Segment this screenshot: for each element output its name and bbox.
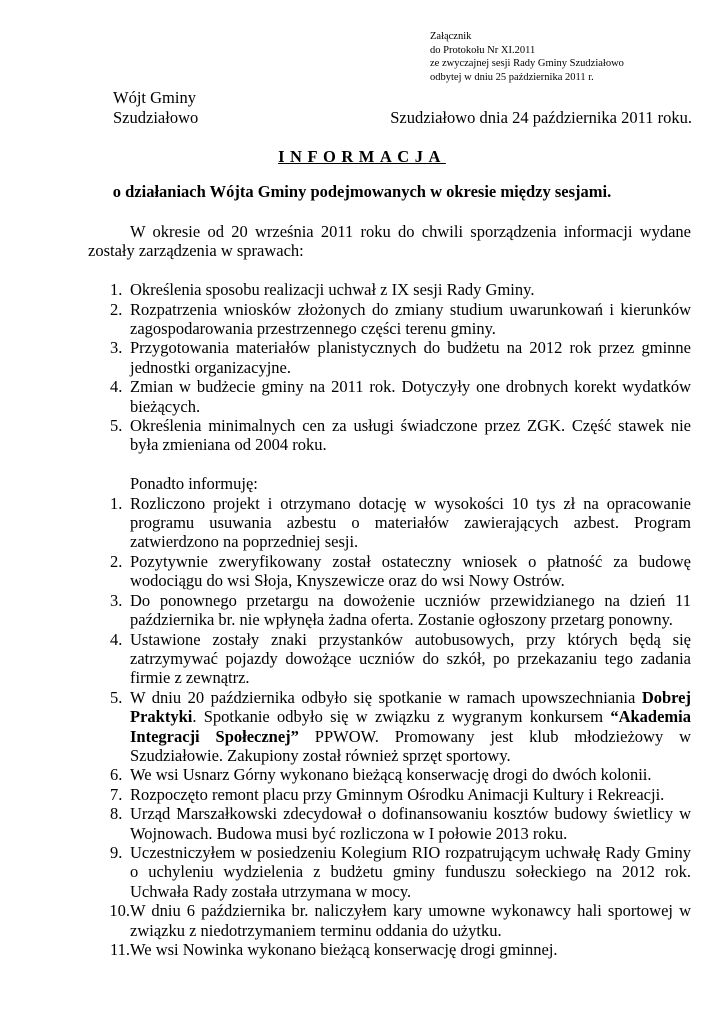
list-item <box>88 940 691 959</box>
item-number: 10. <box>109 901 130 921</box>
item-text: Rozpatrzenia wniosków złożonych do zmiany studium uwarunkowań i kierunków zagospodarowania przestrzennego części terenu gminy. <box>130 299 691 339</box>
list-item <box>88 494 691 552</box>
author-place: Szudziałowo <box>113 108 199 127</box>
attachment-line: do Protokołu Nr XI.2011 <box>430 44 536 56</box>
list-item <box>88 300 691 339</box>
item-text: Rozliczono projekt i otrzymano dotację w wysokości 10 tys zł na opracowanie programu usuwania azbestu o materiałów zawierających azbest. Program zatwierdzono na poprzedniej sesji. <box>130 493 691 552</box>
item-number: 4. <box>110 629 123 649</box>
item-number: 3. <box>110 338 123 358</box>
item-text: We wsi Usnarz Górny wykonano bieżącą konserwację drogi do dwóch kolonii. <box>130 765 652 785</box>
list-item <box>88 416 691 455</box>
item-text: Rozpoczęto remont placu przy Gminnym Ośrodku Animacji Kultury i Rekreacji. <box>130 784 665 804</box>
item-text <box>130 688 691 766</box>
document-body <box>88 222 691 959</box>
item-text: Uczestniczyłem w posiedzeniu Kolegium RIO rozpatrującym uchwałę Rady Gminy o uchyleniu wydzielenia z budżetu gminy funduszu sołeckiego na 2012 rok. Uchwała Rady została utrzymana w mocy. <box>130 842 691 901</box>
item-number: 5. <box>110 687 123 707</box>
list-item <box>88 765 691 784</box>
item-bold-part: “Akademia Integracji Społecznej” <box>130 707 691 746</box>
item-text: Określenia sposobu realizacji uchwał z IX sesji Rady Gminy. <box>130 280 535 300</box>
item-text: Przygotowania materiałów planistycznych do budżetu na 2012 rok przez gminne jednostki organizacyjne. <box>130 338 691 377</box>
item-text: Do ponownego przetargu na dowożenie uczniów przewidzianego na dzień 11 października br. nie wpłynęła żadna oferta. Zostanie ogłoszony przetarg ponowny. <box>130 590 691 630</box>
author-block <box>113 88 198 128</box>
item-number: 2. <box>110 299 123 319</box>
item-text: Zmian w budżecie gminy na 2011 rok. Dotyczyły one drobnych korekt wydatków bieżących. <box>130 377 691 416</box>
attachment-line: ze zwyczajnej sesji Rady Gminy Szudziałowo <box>430 58 624 69</box>
item-number: 1. <box>110 280 123 300</box>
item-number: 7. <box>110 784 123 804</box>
item-number: 9. <box>110 842 123 862</box>
list-item <box>88 280 691 299</box>
attachment-note <box>430 30 624 84</box>
item-number: 4. <box>110 377 123 397</box>
item-bold-part: Dobrej Praktyki <box>130 687 691 727</box>
item-number: 1. <box>110 493 123 513</box>
item-text-part: . Spotkanie odbyło się w związku z wygranym konkursem <box>192 707 611 727</box>
item-text: W dniu 6 października br. naliczyłem kary umowne wykonawcy hali sportowej w związku z niedotrzymaniem terminu oddania do użytku. <box>130 901 691 940</box>
item-text: We wsi Nowinka wykonano bieżącą konserwację drogi gminnej. <box>130 940 558 959</box>
ponadto-heading: Ponadto informuję: <box>130 474 258 494</box>
document-title: INFORMACJA <box>278 147 446 166</box>
document-subtitle: o działaniach Wójta Gminy podejmowanych w okresie między sesjami. <box>112 182 612 201</box>
intro-paragraph: W okresie od 20 września 2011 roku do chwili sporządzenia informacji wydane zostały zarządzenia w sprawach: <box>88 222 691 261</box>
list-item <box>88 843 691 901</box>
list-item <box>88 688 691 766</box>
document-date: Szudziałowo dnia 24 października 2011 roku. <box>390 108 692 127</box>
info-list <box>88 494 691 960</box>
attachment-line: odbytej w dniu 25 października 2011 r. <box>430 71 594 83</box>
item-text: Pozytywnie zweryfikowany został ostateczny wniosek o płatność za budowę wodociągu do wsi Słoja, Knyszewicze oraz do wsi Nowy Ostrów. <box>130 551 691 591</box>
item-text-part: W dniu 20 października odbyło się spotkanie w ramach upowszechniania <box>130 687 642 707</box>
list-item <box>88 785 691 804</box>
list-item <box>88 901 691 940</box>
decrees-list <box>88 280 691 455</box>
list-item <box>88 552 691 591</box>
item-number: 5. <box>110 416 123 436</box>
item-number: 2. <box>110 551 123 571</box>
item-text: Urząd Marszałkowski zdecydował o dofinansowaniu kosztów budowy świetlicy w Wojnowach. Budowa musi być rozliczona w I połowie 2013 roku. <box>130 804 691 843</box>
item-text-part: PPWOW. Promowany jest klub młodzieżowy w Szudziałowie. Zakupiony został również sprzęt sportowy. <box>130 726 691 765</box>
item-number: 3. <box>110 590 123 610</box>
item-number: 11. <box>109 940 130 959</box>
list-item <box>88 377 691 416</box>
attachment-line: Załącznik <box>430 31 472 42</box>
item-text: Określenia minimalnych cen za usługi świadczone przez ZGK. Część stawek nie była zmieniana od 2004 roku. <box>130 416 691 455</box>
author-title: Wójt Gminy <box>113 88 196 107</box>
item-text: Ustawione zostały znaki przystanków autobusowych, przy których będą się zatrzymywać pojazdy dowożące uczniów do szkół, po przekazaniu tego zadania firmie z zewnątrz. <box>130 629 691 688</box>
list-item <box>88 630 691 688</box>
item-number: 6. <box>110 765 123 785</box>
list-item <box>88 338 691 377</box>
list-item <box>88 591 691 630</box>
list-item <box>88 804 691 843</box>
item-number: 8. <box>110 804 123 824</box>
